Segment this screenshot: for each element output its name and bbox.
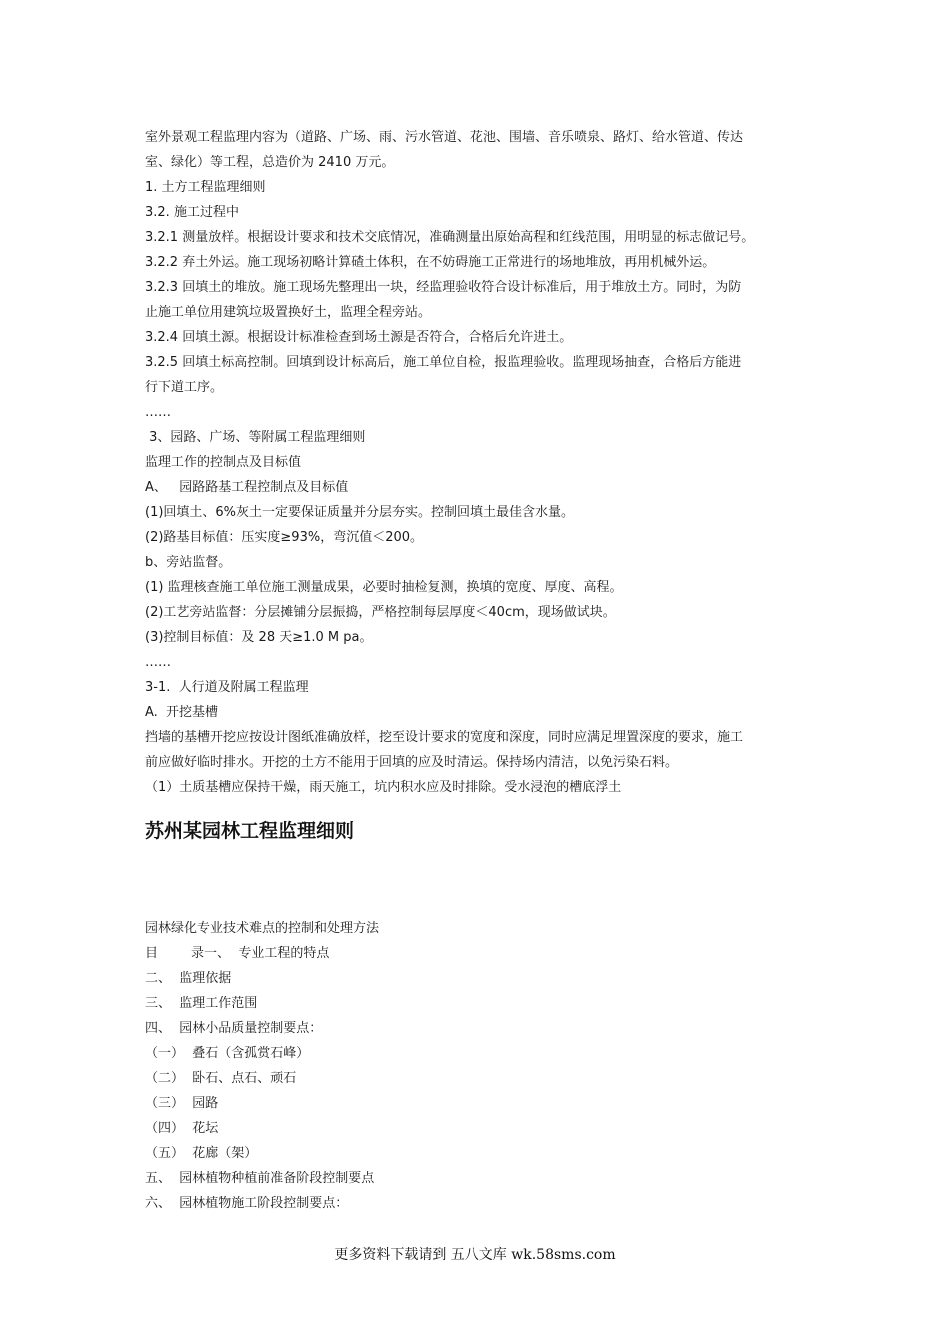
text-line: 止施工单位用建筑垃圾置换好土，监理全程旁站。	[145, 305, 432, 320]
text-line: 3.2.3 回填土的堆放。施工现场先整理出一块，经监理验收符合设计标准后，用于堆放土方。同时，为防	[145, 280, 742, 295]
toc-item: 目 录一、 专业工程的特点	[145, 946, 330, 961]
text-line: 室外景观工程监理内容为（道路、广场、雨、污水管道、花池、围墙、音乐喷泉、路灯、给水管道、传达	[145, 130, 744, 145]
toc-item: （二） 卧石、点石、顽石	[145, 1071, 297, 1086]
text-line: (2)工艺旁站监督：分层摊铺分层振捣，严格控制每层厚度＜40cm，现场做试块。	[145, 605, 616, 620]
text-line: 监理工作的控制点及目标值	[145, 455, 302, 470]
text-line: 3.2.4 回填土源。根据设计标准检查到场土源是否符合，合格后允许进土。	[145, 330, 573, 345]
intro-section	[145, 125, 815, 800]
toc-item: 二、 监理依据	[145, 971, 232, 986]
text-line: A. 开挖基槽	[145, 705, 219, 720]
toc-item: （四） 花坛	[145, 1121, 219, 1136]
ellipsis: ……	[145, 405, 171, 420]
text-line: (1) 监理核查施工单位施工测量成果，必要时抽检复测，换填的宽度、厚度、高程。	[145, 580, 623, 595]
text-line: 前应做好临时排水。开挖的土方不能用于回填的应及时清运。保持场内清洁，以免污染石料。	[145, 755, 679, 770]
ellipsis: ……	[145, 655, 171, 670]
text-line: 3.2.1 测量放样。根据设计要求和技术交底情况，准确测量出原始高程和红线范围，用明显的标志做记号。	[145, 230, 755, 245]
section-heading: 3-1. 人行道及附属工程监理	[145, 680, 309, 695]
toc-item: （一） 叠石（含孤赏石峰）	[145, 1046, 310, 1061]
section-heading: 3.2. 施工过程中	[145, 205, 239, 220]
text-line: A、 园路路基工程控制点及目标值	[145, 480, 349, 495]
toc-item: 三、 监理工作范围	[145, 996, 258, 1011]
text-line: （1）土质基槽应保持干燥，雨天施工，坑内积水应及时排除。受水浸泡的槽底浮土	[145, 780, 622, 795]
text-line: 行下道工序。	[145, 380, 224, 395]
toc-item: 四、 园林小品质量控制要点：	[145, 1021, 323, 1036]
text-line: 室、绿化）等工程，总造价为 2410 万元。	[145, 155, 395, 170]
text-line: 3.2.5 回填土标高控制。回填到设计标高后，施工单位自检，报监理验收。监理现场抽查，合格后方能进	[145, 355, 742, 370]
toc-item: 五、 园林植物种植前准备阶段控制要点	[145, 1171, 375, 1186]
toc-item: 园林绿化专业技术难点的控制和处理方法	[145, 921, 380, 936]
page-title: 苏州某园林工程监理细则	[145, 820, 355, 842]
footer-text: 更多资料下载请到 五八文库 wk.58sms.com	[334, 1247, 616, 1263]
section-heading: 1. 土方工程监理细则	[145, 180, 266, 195]
toc-item: （五） 花廊（架）	[145, 1146, 258, 1161]
text-line: 挡墙的基槽开挖应按设计图纸准确放样，挖至设计要求的宽度和深度，同时应满足埋置深度的要求，施工	[145, 730, 744, 745]
text-line: 3.2.2 弃土外运。施工现场初略计算碴土体积，在不妨碍施工正常进行的场地堆放，再用机械外运。	[145, 255, 716, 270]
toc-item: 六、 园林植物施工阶段控制要点：	[145, 1196, 349, 1211]
table-of-contents	[145, 916, 815, 1216]
toc-item: （三） 园路	[145, 1096, 219, 1111]
text-line: (3)控制目标值：及 28 天≥1.0 M pa。	[145, 630, 373, 645]
text-line: b、旁站监督。	[145, 555, 232, 570]
section-heading: 3、园路、广场、等附属工程监理细则	[145, 430, 366, 445]
text-line: (2)路基目标值：压实度≥93%，弯沉值＜200。	[145, 530, 424, 545]
text-line: (1)回填土、6%灰土一定要保证质量并分层夯实。控制回填土最佳含水量。	[145, 505, 575, 520]
